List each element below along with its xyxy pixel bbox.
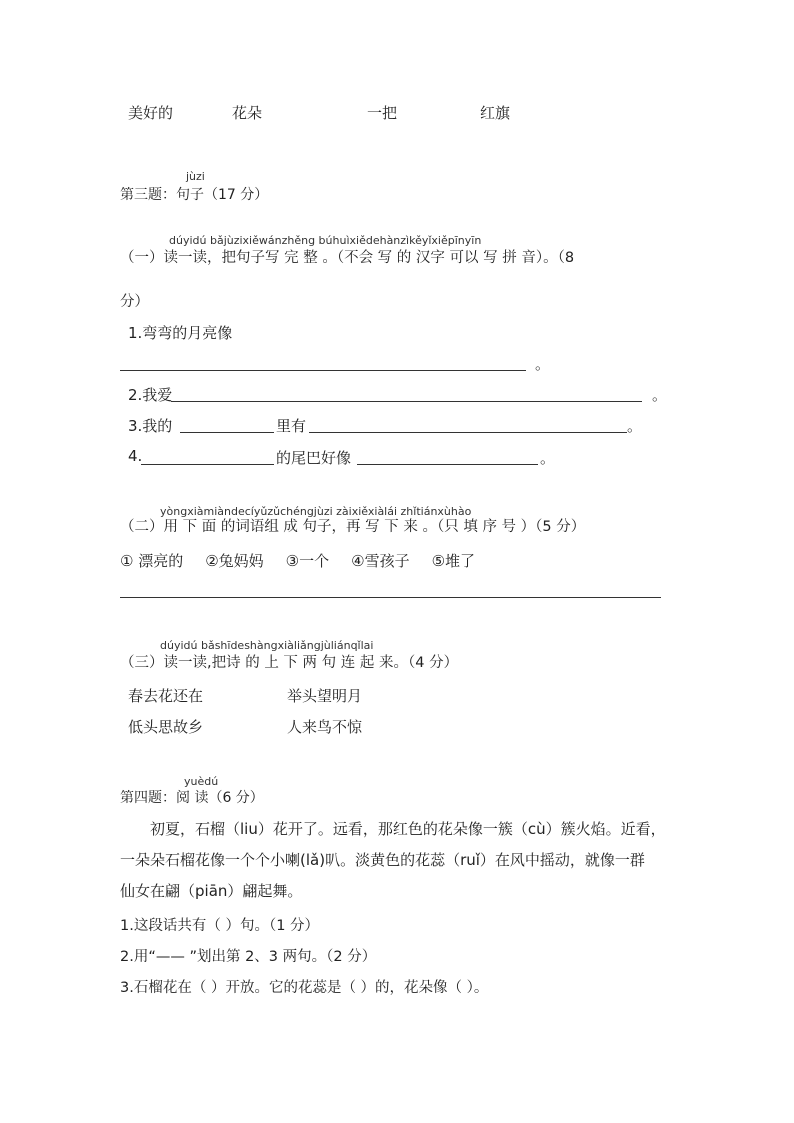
question-1: 1.这段话共有（ ）句。（1 分） bbox=[120, 918, 320, 934]
section4-title-score: （6 分） bbox=[208, 790, 264, 806]
option-1: ① 漂亮的 bbox=[120, 552, 184, 570]
part1-pinyin: dúyidú bǎjùzixiěwánzhěng búhuìxiědehànzìkěyǐxiěpīnyīn bbox=[169, 234, 482, 247]
word-2: 花朵 bbox=[232, 104, 263, 122]
sentence-3-answer-line-a[interactable] bbox=[180, 432, 274, 433]
passage-line-1: 初夏，石榴（liu）花开了。远看，那红色的花朵像一簇（cù）簇火焰。近看， bbox=[150, 820, 666, 838]
question-2: 2.用“—— ”划出第 2、3 两句。（2 分） bbox=[120, 949, 377, 965]
question-3: 3.石榴花在（ ）开放。它的花蕊是（ ）的，花朵像（ ）。 bbox=[120, 980, 489, 996]
word-4: 红旗 bbox=[480, 104, 511, 122]
part2-pinyin: yòngxiàmiàndecíyǔzǔchéngjùzi zàixiěxiàlái zhǐtiánxùhào bbox=[160, 505, 472, 518]
passage-line-3: 仙女在翩（piān）翩起舞。 bbox=[120, 882, 303, 900]
sentence-2-prefix: 2.我爱 bbox=[128, 386, 173, 404]
part3-pinyin: dúyidú bǎshīdeshàngxiàliǎngjùliánqǐlai bbox=[160, 639, 374, 652]
sentence-3-middle: 里有 bbox=[276, 417, 307, 435]
part2-instruction: （二）用 下 面 的词语组 成 句子，再 写 下 来 。（只 填 序 号 ）（5 分） bbox=[120, 519, 586, 535]
option-2: ②兔妈妈 bbox=[205, 552, 264, 570]
sentence-4-suffix: 。 bbox=[540, 449, 556, 467]
word-3: 一把 bbox=[367, 104, 398, 122]
section4-title-prefix: 第四题： bbox=[120, 790, 176, 806]
word-1: 美好的 bbox=[128, 104, 174, 122]
sentence-4-answer-line-a[interactable] bbox=[141, 464, 274, 465]
section3-title-score: （17 分） bbox=[204, 187, 269, 203]
poem-left-2[interactable]: 低头思故乡 bbox=[128, 718, 204, 736]
sentence-3-suffix: 。 bbox=[627, 417, 643, 435]
poem-right-2[interactable]: 人来鸟不惊 bbox=[287, 718, 363, 736]
option-3: ③一个 bbox=[285, 552, 330, 570]
part3-instruction: （三）读一读,把诗 的 上 下 两 句 连 起 来。（4 分） bbox=[120, 655, 459, 671]
sentence-1-answer-line[interactable] bbox=[120, 370, 526, 371]
section4-title bbox=[120, 787, 264, 807]
section3-title-word: 句子 bbox=[176, 187, 204, 203]
sentence-4-prefix: 4. bbox=[128, 447, 143, 465]
sentence-4-middle: 的尾巴好像 bbox=[276, 449, 352, 467]
sentence-3-prefix: 3.我的 bbox=[128, 417, 173, 435]
section3-title-pinyin: jùzi bbox=[186, 170, 205, 183]
part2-options bbox=[120, 550, 475, 571]
poem-right-1[interactable]: 举头望明月 bbox=[287, 687, 363, 705]
poem-left-1[interactable]: 春去花还在 bbox=[128, 687, 204, 705]
part1-instruction: （一）读一读，把句子写 完 整 。（不会 写 的 汉字 可以 写 拼 音）。（8 bbox=[120, 250, 575, 266]
sentence-2-suffix: 。 bbox=[652, 386, 668, 404]
part2-answer-line[interactable] bbox=[120, 597, 661, 598]
sentence-3-answer-line-b[interactable] bbox=[309, 432, 627, 433]
sentence-1-prefix: 1.弯弯的月亮像 bbox=[128, 324, 233, 342]
passage-line-2: 一朵朵石榴花像一个个小喇(lǎ)叭。淡黄色的花蕊（ruǐ）在风中摇动，就像一群 bbox=[120, 851, 645, 869]
section4-title-pinyin: yuèdú bbox=[184, 775, 219, 788]
option-5: ⑤堆了 bbox=[431, 552, 476, 570]
section3-title bbox=[120, 184, 268, 204]
section3-title-prefix: 第三题： bbox=[120, 187, 176, 203]
option-4: ④雪孩子 bbox=[351, 552, 410, 570]
part1-instruction-cont: 分） bbox=[120, 294, 149, 310]
sentence-4-answer-line-b[interactable] bbox=[357, 464, 538, 465]
section4-title-word: 阅 读 bbox=[176, 790, 209, 806]
sentence-2-answer-line[interactable] bbox=[171, 401, 642, 402]
sentence-1-suffix: 。 bbox=[535, 355, 551, 373]
